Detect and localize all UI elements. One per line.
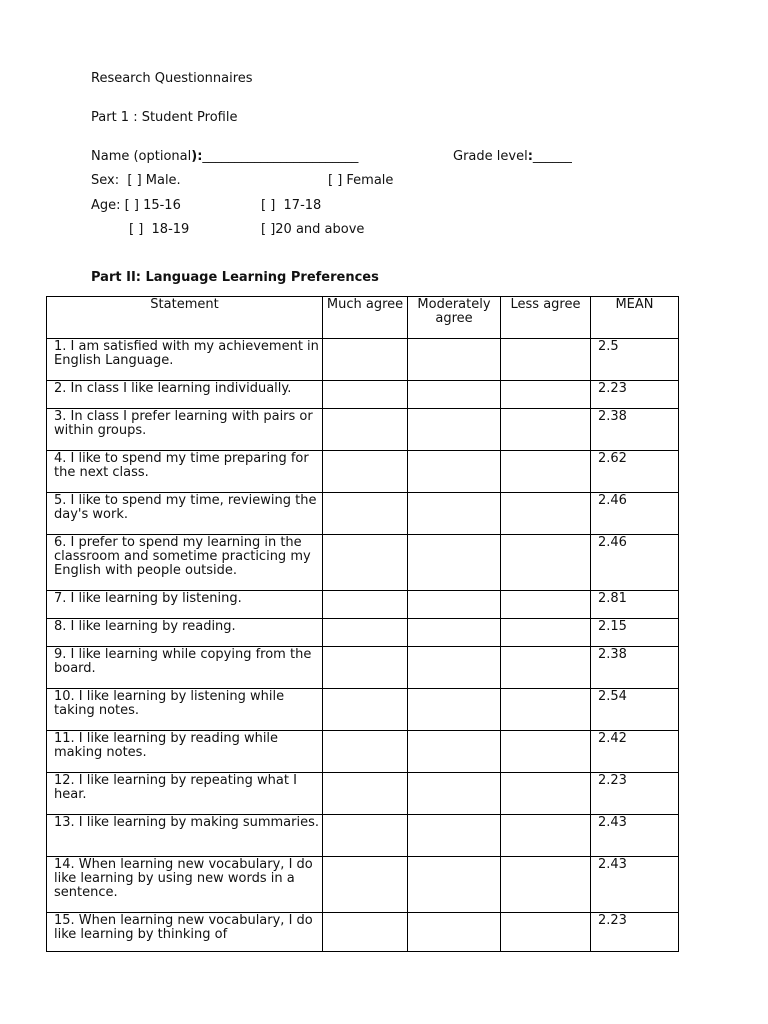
table-row [47,381,679,409]
header-mean: MEAN [591,297,679,339]
less-agree-cell[interactable] [501,493,591,535]
table-row [47,913,679,952]
mean-cell: 2.23 [591,913,679,952]
less-agree-cell[interactable] [501,339,591,381]
mean-cell: 2.62 [591,451,679,493]
statement-cell: 7. I like learning by listening. [47,591,323,619]
less-agree-cell[interactable] [501,857,591,913]
grade-field [453,149,572,165]
name-label: Name (optional [91,149,192,164]
mean-cell: 2.23 [591,381,679,409]
less-agree-cell[interactable] [501,451,591,493]
mean-cell: 2.5 [591,339,679,381]
moderately-agree-cell[interactable] [408,773,501,815]
less-agree-cell[interactable] [501,731,591,773]
much-agree-cell[interactable] [323,339,408,381]
statement-cell: 14. When learning new vocabulary, I do like learning by using new words in a sentence. [47,857,323,913]
header-statement: Statement [47,297,323,339]
table-row [47,451,679,493]
moderately-agree-cell[interactable] [408,409,501,451]
much-agree-cell[interactable] [323,535,408,591]
much-agree-cell[interactable] [323,689,408,731]
grade-blank: ______ [532,149,572,164]
table-row [47,689,679,731]
moderately-agree-cell[interactable] [408,689,501,731]
mean-cell: 2.38 [591,409,679,451]
preferences-table [46,296,679,952]
mean-cell: 2.42 [591,731,679,773]
mean-cell: 2.54 [591,689,679,731]
table-row [47,647,679,689]
moderately-agree-cell[interactable] [408,381,501,409]
grade-colon: : [527,149,533,164]
moderately-agree-cell[interactable] [408,535,501,591]
header-less-agree: Less agree [501,297,591,339]
statement-cell: 9. I like learning while copying from the board. [47,647,323,689]
much-agree-cell[interactable] [323,619,408,647]
table-row [47,815,679,857]
table-row [47,409,679,451]
less-agree-cell[interactable] [501,591,591,619]
statement-cell: 15. When learning new vocabulary, I do like learning by thinking of [47,913,323,952]
table-row [47,773,679,815]
moderately-agree-cell[interactable] [408,857,501,913]
statement-cell: 1. I am satisfied with my achievement in English Language. [47,339,323,381]
grade-label: Grade level [453,149,528,164]
moderately-agree-cell[interactable] [408,493,501,535]
much-agree-cell[interactable] [323,773,408,815]
mean-cell: 2.43 [591,815,679,857]
mean-cell: 2.43 [591,857,679,913]
part2-title: Part II: Language Learning Preferences [91,270,379,285]
table-row [47,731,679,773]
much-agree-cell[interactable] [323,409,408,451]
header-moderately-agree: Moderately agree [408,297,501,339]
age-18-19-option: [ ] 18-19 [129,222,190,237]
mean-cell: 2.23 [591,773,679,815]
less-agree-cell[interactable] [501,647,591,689]
mean-cell: 2.81 [591,591,679,619]
table-row [47,857,679,913]
table-row [47,619,679,647]
moderately-agree-cell[interactable] [408,815,501,857]
header-much-agree: Much agree [323,297,408,339]
much-agree-cell[interactable] [323,493,408,535]
mean-cell: 2.46 [591,493,679,535]
moderately-agree-cell[interactable] [408,339,501,381]
less-agree-cell[interactable] [501,689,591,731]
table-header-row [47,297,679,339]
part1-title: Part 1 : Student Profile [91,110,238,125]
much-agree-cell[interactable] [323,913,408,952]
moderately-agree-cell[interactable] [408,451,501,493]
moderately-agree-cell[interactable] [408,591,501,619]
table-row [47,339,679,381]
name-colon: ): [191,149,203,164]
mean-cell: 2.15 [591,619,679,647]
statement-cell: 8. I like learning by reading. [47,619,323,647]
statement-cell: 11. I like learning by reading while making notes. [47,731,323,773]
statement-cell: 3. In class I prefer learning with pairs or within groups. [47,409,323,451]
statement-cell: 4. I like to spend my time preparing for the next class. [47,451,323,493]
less-agree-cell[interactable] [501,409,591,451]
less-agree-cell[interactable] [501,913,591,952]
less-agree-cell[interactable] [501,815,591,857]
mean-cell: 2.38 [591,647,679,689]
much-agree-cell[interactable] [323,451,408,493]
much-agree-cell[interactable] [323,381,408,409]
mean-cell: 2.46 [591,535,679,591]
much-agree-cell[interactable] [323,591,408,619]
moderately-agree-cell[interactable] [408,913,501,952]
much-agree-cell[interactable] [323,815,408,857]
much-agree-cell[interactable] [323,857,408,913]
statement-cell: 5. I like to spend my time, reviewing the day's work. [47,493,323,535]
moderately-agree-cell[interactable] [408,619,501,647]
less-agree-cell[interactable] [501,381,591,409]
name-blank: ________________________ [202,149,359,164]
less-agree-cell[interactable] [501,619,591,647]
document-title: Research Questionnaires [91,71,253,86]
much-agree-cell[interactable] [323,647,408,689]
age-15-16-option: Age: [ ] 15-16 [91,198,181,213]
statement-cell: 2. In class I like learning individually. [47,381,323,409]
much-agree-cell[interactable] [323,731,408,773]
moderately-agree-cell[interactable] [408,731,501,773]
name-field [91,149,358,165]
statement-cell: 10. I like learning by listening while taking notes. [47,689,323,731]
statement-cell: 12. I like learning by repeating what I hear. [47,773,323,815]
moderately-agree-cell[interactable] [408,647,501,689]
statement-cell: 13. I like learning by making summaries. [47,815,323,857]
less-agree-cell[interactable] [501,773,591,815]
table-row [47,591,679,619]
table-row [47,535,679,591]
age-20-above-option: [ ]20 and above [261,222,365,237]
table-row [47,493,679,535]
sex-female-option: [ ] Female [328,173,394,188]
sex-male-option: Sex: [ ] Male. [91,173,181,188]
age-17-18-option: [ ] 17-18 [261,198,322,213]
less-agree-cell[interactable] [501,535,591,591]
statement-cell: 6. I prefer to spend my learning in the classroom and sometime practicing my English with people outside. [47,535,323,591]
